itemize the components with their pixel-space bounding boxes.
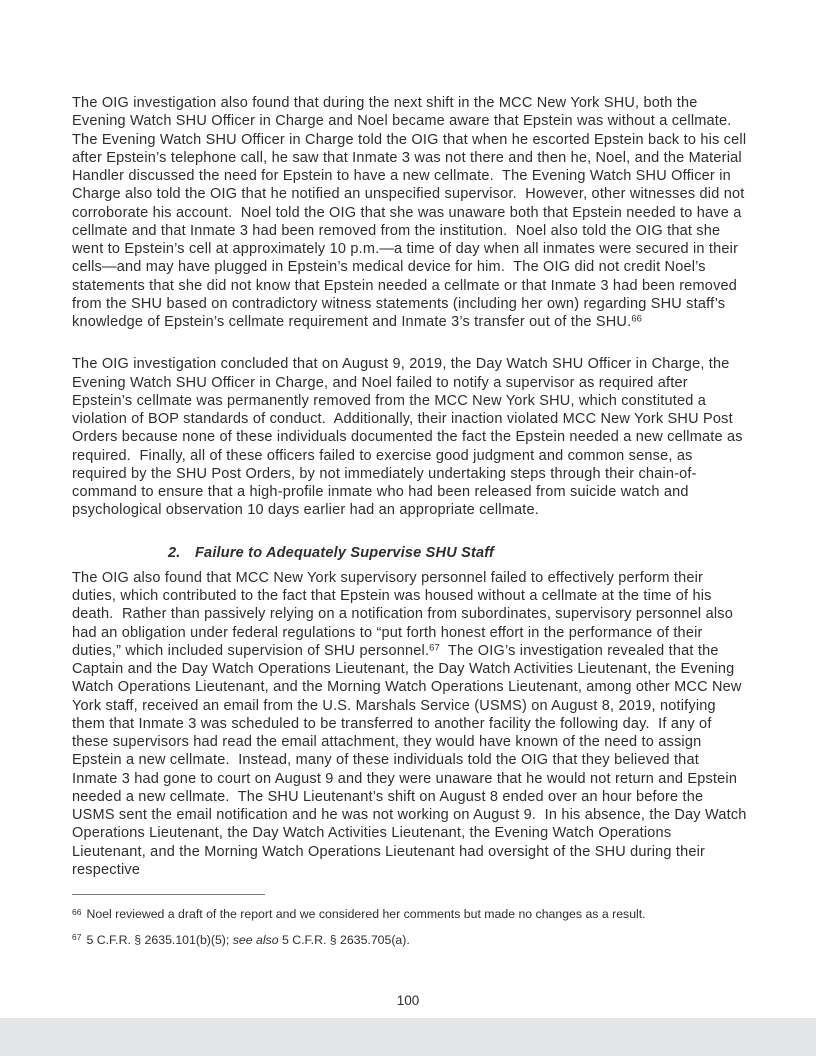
footnote-66-text: Noel reviewed a draft of the report and we considered her comments but made no changes as a result. (86, 907, 646, 921)
page-gap-bar (0, 1018, 816, 1056)
body-paragraph-1 (72, 94, 751, 331)
footnote-area (72, 886, 748, 958)
footnote-67-marker: 67 (72, 932, 82, 942)
footnote-67-see-also: see also (232, 932, 279, 947)
paragraph-3-text-before-ref: The OIG also found that MCC New York supervisory personnel failed to effectively perform their duties, which contributed to the fact that Epstein was housed without a cellmate at the time of his death. Rather than passively relying on a notification from subordinates, supervisory personnel also had an obligation under federal regulations to “put forth honest effort in the performance of their duties,” which included supervision of SHU personnel. (72, 569, 738, 659)
footnote-67-text-after: 5 C.F.R. § 2635.705(a). (278, 932, 410, 947)
section-heading-text: Failure to Adequately Supervise SHU Staff (195, 544, 495, 561)
page-number: 100 (396, 993, 420, 1008)
section-heading (72, 544, 748, 562)
footnote-66-marker: 66 (72, 906, 82, 917)
footnote-ref-67: 67 (429, 642, 440, 654)
body-paragraph-2 (72, 355, 748, 519)
paragraph-2-text: The OIG investigation concluded that on August 9, 2019, the Day Watch SHU Officer in Charge, the Evening Watch SHU Officer in Charge, and Noel failed to notify a supervisor as required after Epstein’s cellmate was permanently removed from the MCC New York SHU, which constituted a violation of BOP standards of conduct. Additionally, their inaction violated MCC New York SHU Post Orders because none of these individuals documented the fact the Epstein needed a new cellmate as required. Finally, all of these officers failed to exercise good judgment and common sense, as required by the SHU Post Orders, by not immediately undertaking steps through their chain-of-command to ensure that a high-profile inmate who had been released from suicide watch and psychological observation 10 days earlier had an appropriate cellmate. (72, 356, 747, 519)
footnote-divider (72, 894, 265, 895)
footnote-67-text-before: 5 C.F.R. § 2635.101(b)(5); (86, 932, 233, 947)
paragraph-1-text: The OIG investigation also found that during the next shift in the MCC New York SHU, both the Evening Watch SHU Officer in Charge and Noel became aware that Epstein was without a cellmate. The Evening Watch SHU Officer in Charge told the OIG that when he escorted Epstein back to his cell after Epstein’s telephone call, he saw that Inmate 3 was not there and then he, Noel, and the Material Handler discussed the need for Epstein to have a new cellmate. The Evening Watch SHU Officer in Charge also told the OIG that he notified an unspecified supervisor. However, other witnesses did not corroborate his account. Noel told the OIG that she was unaware both that Epstein needed to have a cellmate and that Inmate 3 had been removed from the institution. Noel also told the OIG that she went to Epstein’s cell at approximately 10 p.m.—a time of day when all inmates were secured in their cells—and may have plugged in Epstein’s medical device for him. The OIG did not credit Noel’s statements that she did not know that Epstein needed a cellmate or that Inmate 3 had been removed from the SHU based on contradictory witness statements (including her own) regarding SHU staff’s knowledge of Epstein’s cellmate requirement and Inmate 3’s transfer out of the SHU. (72, 95, 751, 330)
footnote-66 (72, 907, 748, 923)
footnote-67 (72, 933, 748, 949)
paragraph-3-text-after-ref: The OIG’s investigation revealed that the Captain and the Day Watch Operations Lieutenant, the Day Watch Activities Lieutenant, the Evening Watch Operations Lieutenant, and the Morning Watch Operations Lieutenant, among other MCC New York staff, received an email from the U.S. Marshals Service (USMS) on August 8, 2019, notifying them that Inmate 3 was scheduled to be transferred to another facility the following day. If any of these supervisors had read the email attachment, they would have known of the need to assign Epstein a new cellmate. Instead, many of these individuals told the OIG that they believed that Inmate 3 had gone to court on August 9 and they were unaware that he would not return and Epstein needed a new cellmate. The SHU Lieutenant’s shift on August 8 ended over an hour before the USMS sent the email notification and he was not working on August 9. In his absence, the Day Watch Operations Lieutenant, the Day Watch Activities Lieutenant, the Evening Watch Operations Lieutenant, and the Morning Watch Operations Lieutenant had oversight of the SHU during their respective (72, 642, 751, 878)
section-heading-number: 2. (168, 544, 181, 561)
body-paragraph-3 (72, 569, 751, 879)
page-body (72, 94, 751, 879)
footnote-ref-66: 66 (631, 313, 642, 325)
